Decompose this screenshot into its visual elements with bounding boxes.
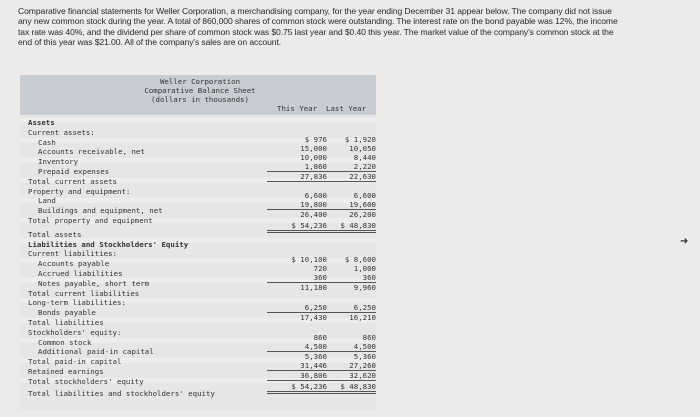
value-last-year: 860 — [362, 333, 376, 342]
line-item-label: Retained earnings — [28, 367, 104, 376]
company-heading — [120, 77, 280, 104]
line-item-label: Total liabilities and stockholders' equity — [28, 388, 215, 398]
value-this-year: 19,800 — [267, 200, 327, 210]
value-last-year: 4,500 — [316, 342, 376, 352]
company-name: Weller Corporation — [159, 77, 241, 86]
statement-title: Comparative Balance Sheet — [144, 86, 256, 95]
value-last-year: $ 48,830 — [316, 382, 376, 394]
value-last-year: 6,250 — [316, 303, 376, 313]
line-item-label: Total assets — [28, 229, 82, 239]
line-item-label: Land — [38, 196, 56, 206]
value-this-year: 6,250 — [267, 303, 327, 313]
line-item-label: Total stockholders' equity — [28, 376, 144, 386]
column-header-this-year: This Year — [277, 104, 318, 113]
line-item-label: Accounts receivable, net — [38, 147, 145, 157]
value-this-year: 360 — [267, 273, 327, 283]
line-item-label: Current assets: — [28, 127, 95, 137]
value-this-year: $ 976 — [304, 135, 327, 144]
line-item-label: Additional paid-in capital — [38, 347, 154, 357]
value-this-year: 6,600 — [304, 191, 327, 200]
value-last-year: 27,260 — [316, 361, 376, 371]
line-item-label: Prepaid expenses — [38, 167, 110, 176]
value-this-year: $ 54,236 — [267, 382, 327, 394]
value-this-year: 27,836 — [267, 172, 327, 182]
value-last-year: $ 1,920 — [344, 135, 376, 144]
balance-sheet — [20, 75, 376, 410]
line-item-label: Accounts payable — [38, 259, 110, 269]
value-this-year: $ 54,236 — [267, 221, 327, 233]
value-this-year: 15,000 — [300, 144, 327, 153]
value-last-year: 32,620 — [316, 371, 376, 381]
value-this-year: $ 10,100 — [291, 255, 327, 264]
value-last-year: 2,220 — [316, 162, 376, 172]
value-last-year: $ 8,600 — [344, 255, 376, 264]
value-this-year: 860 — [313, 333, 327, 342]
value-last-year: 10,050 — [349, 144, 376, 153]
line-item-label: Property and equipment: — [28, 186, 131, 196]
line-item-label: Common stock — [38, 337, 92, 347]
value-last-year: 8,440 — [353, 153, 376, 162]
value-last-year: 9,960 — [353, 283, 376, 292]
line-item-label: Total paid-in capital — [28, 357, 122, 367]
value-last-year: 26,200 — [349, 210, 376, 219]
mouse-cursor-icon: ➜ — [680, 236, 689, 247]
line-item-label: Current liabilities: — [28, 249, 117, 259]
line-item-label: Total property and equipment — [28, 216, 153, 225]
line-item-label: Long-term liabilities: — [28, 298, 126, 308]
line-item-label: Total current liabilities — [28, 288, 140, 298]
value-this-year: 36,806 — [267, 371, 327, 381]
value-last-year: 1,000 — [353, 264, 376, 273]
value-last-year: 19,600 — [316, 200, 376, 210]
line-item-label: Cash — [38, 137, 56, 147]
line-item-label: Stockholders' equity: — [28, 327, 122, 337]
value-this-year: 1,860 — [267, 162, 327, 172]
value-this-year: 11,180 — [300, 283, 327, 292]
column-header-last-year: Last Year — [326, 104, 367, 113]
line-item-label: Liabilities and Stockholders' Equity — [28, 239, 189, 249]
value-this-year: 4,500 — [267, 342, 327, 352]
problem-statement: Comparative financial statements for Weller Corporation, a merchandising company, for the year ending December 31 appear below. The company did not issue any new common stock during the year. A total of 860,000 shares of common stock were outstanding. The interest rate on the bond payable was 12%, the income tax rate was 40%, and the dividend per share of common stock was $0.75 last year and $0.40 this year. The market value of the company's common stock at the end of this year was $21.00. All of the company's sales are on account. — [18, 6, 618, 48]
value-this-year: 31,446 — [267, 361, 327, 371]
line-item-label: Total liabilities — [28, 318, 104, 327]
value-this-year: 10,000 — [300, 153, 327, 162]
line-item-label: Inventory — [38, 157, 79, 167]
row-stripe — [20, 118, 376, 123]
value-last-year: 16,210 — [349, 313, 376, 322]
balance-sheet-header — [20, 75, 376, 115]
line-item-label: Notes payable, short term — [38, 278, 150, 288]
value-this-year: 17,430 — [300, 313, 327, 322]
units-note: (dollars in thousands) — [151, 95, 249, 104]
value-last-year: 5,360 — [353, 352, 376, 361]
value-this-year: 26,400 — [300, 210, 327, 219]
value-this-year: 5,360 — [304, 352, 327, 361]
line-item-label: Buildings and equipment, net — [38, 206, 163, 216]
value-this-year: 720 — [313, 264, 327, 273]
value-last-year: 360 — [316, 273, 376, 283]
line-item-label: Bonds payable — [38, 308, 96, 318]
line-item-label: Accrued liabilities — [38, 269, 123, 278]
line-item-label: Assets — [28, 118, 55, 127]
value-last-year: 6,600 — [353, 191, 376, 200]
line-item-label: Total current assets — [28, 176, 117, 186]
value-last-year: 22,630 — [316, 172, 376, 182]
value-last-year: $ 48,830 — [316, 221, 376, 233]
